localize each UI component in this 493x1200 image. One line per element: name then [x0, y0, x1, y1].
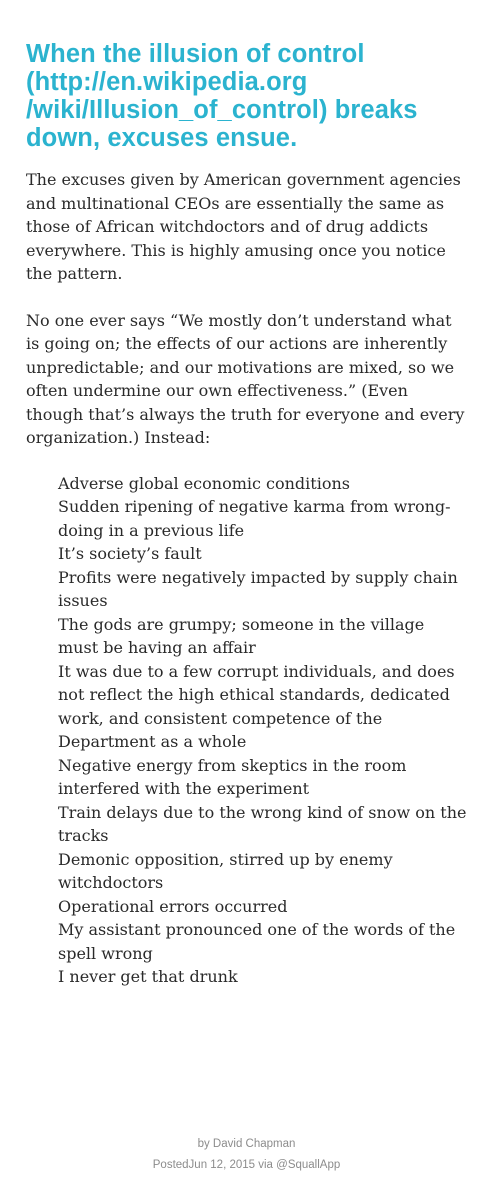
- instead-paragraph: No one ever says “We mostly don’t understand what is going on; the effects of our actions are inherently unpredictable; and our motivations are mixed, so we often undermine our own effectiveness.” (Even though that’s always the truth for everyone and every organization.) Instead:: [26, 310, 465, 447]
- excuse-item: Negative energy from skeptics in the room interfered with the experiment: [58, 755, 407, 798]
- excuse-item: It’s society’s fault: [58, 544, 202, 563]
- article-title: When the illusion of control (http://en.wikipedia.org /wiki/Illusion_of_control) breaks down, excuses ensue.: [26, 40, 418, 152]
- excuse-item: Adverse global economic conditions: [58, 473, 350, 493]
- excuse-item: Sudden ripening of negative karma from wrong-doing in a previous life: [58, 497, 451, 540]
- excuse-item: Profits were negatively impacted by supply chain issues: [58, 567, 458, 610]
- excuse-item: Train delays due to the wrong kind of snow on the tracks: [58, 802, 467, 845]
- posted-info: PostedJun 12, 2015 via @SquallApp: [152, 1159, 341, 1171]
- excuse-item: I never get that drunk: [58, 967, 238, 986]
- intro-paragraph: The excuses given by American government agencies and multinational CEOs are essentially the same as those of African witchdoctors and of drug addicts everywhere. This is highly amusing once you notice the pattern.: [26, 170, 461, 283]
- author-byline: by David Chapman: [197, 1138, 296, 1150]
- article-body: [26, 168, 467, 989]
- excuse-item: The gods are grumpy; someone in the village must be having an affair: [58, 614, 425, 657]
- excuse-item: Demonic opposition, stirred up by enemy witchdoctors: [58, 849, 393, 892]
- excuse-item: My assistant pronounced one of the words of the spell wrong: [58, 920, 456, 963]
- excuse-item: It was due to a few corrupt individuals, and does not reflect the high ethical standards, dedicated work, and consistent competence of the Department as a whole: [58, 661, 455, 751]
- excuse-item: Operational errors occurred: [58, 896, 288, 916]
- excuse-list: [26, 472, 467, 989]
